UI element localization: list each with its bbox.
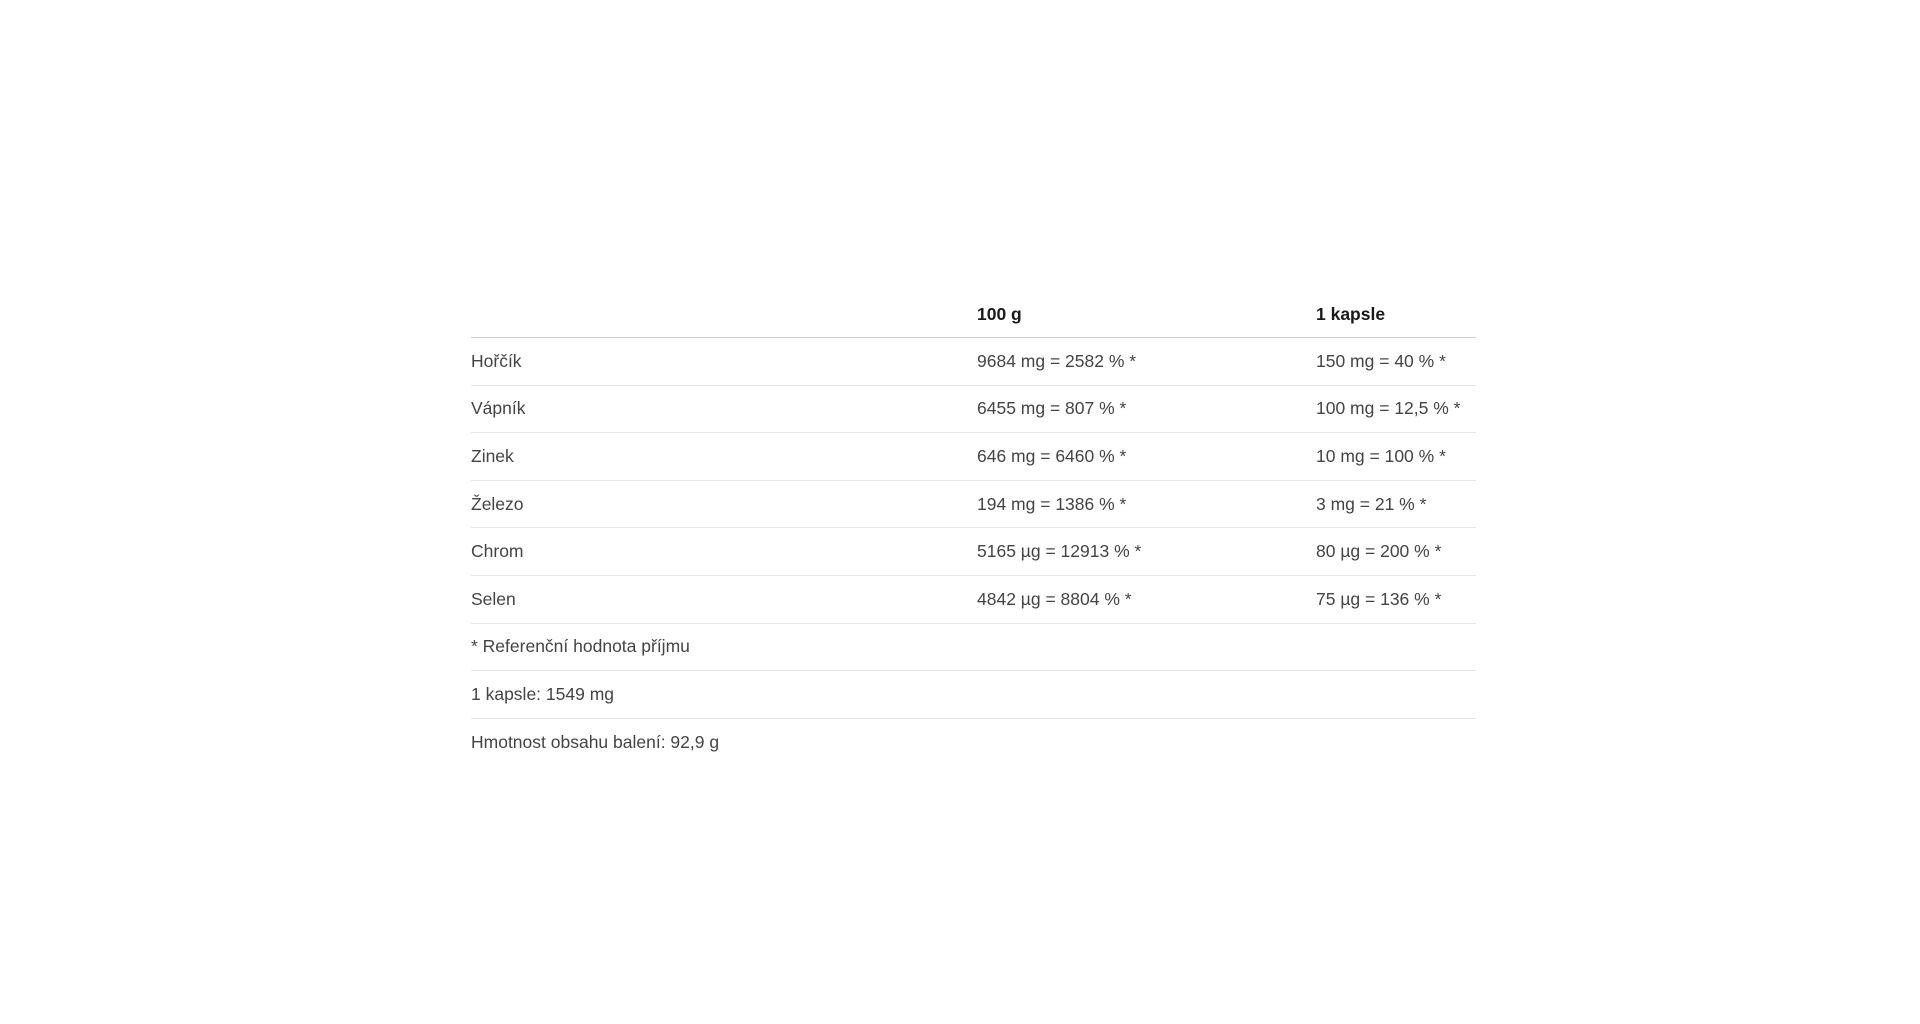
table-note-row xyxy=(471,623,1476,671)
table-row xyxy=(471,480,1476,528)
nutrient-name: Hořčík xyxy=(471,338,977,386)
value-per-capsule: 10 mg = 100 % * xyxy=(1316,433,1476,481)
header-nutrient xyxy=(471,291,977,338)
table-row xyxy=(471,338,1476,386)
value-per-capsule: 75 µg = 136 % * xyxy=(1316,575,1476,623)
nutrition-table xyxy=(471,291,1476,765)
value-per-100g: 194 mg = 1386 % * xyxy=(977,480,1316,528)
header-per-capsule: 1 kapsle xyxy=(1316,291,1476,338)
package-weight-note: Hmotnost obsahu balení: 92,9 g xyxy=(471,731,720,752)
table-row xyxy=(471,385,1476,433)
nutrient-name: Vápník xyxy=(471,385,977,433)
table-row xyxy=(471,433,1476,481)
value-per-100g: 6455 mg = 807 % * xyxy=(977,385,1316,433)
nutrition-table-container xyxy=(471,291,1476,765)
value-per-capsule: 3 mg = 21 % * xyxy=(1316,480,1476,528)
reference-intake-note: * Referenční hodnota příjmu xyxy=(471,623,1476,671)
nutrient-name: Železo xyxy=(471,480,977,528)
value-per-capsule: 80 µg = 200 % * xyxy=(1316,528,1476,576)
value-per-100g: 4842 µg = 8804 % * xyxy=(977,575,1316,623)
table-row xyxy=(471,575,1476,623)
table-note-row xyxy=(471,671,1476,719)
table-row xyxy=(471,528,1476,576)
nutrient-name: Zinek xyxy=(471,433,977,481)
capsule-weight-note: 1 kapsle: 1549 mg xyxy=(471,671,1476,719)
value-per-100g: 646 mg = 6460 % * xyxy=(977,433,1316,481)
value-per-100g: 9684 mg = 2582 % * xyxy=(977,338,1316,386)
nutrient-name: Chrom xyxy=(471,528,977,576)
value-per-100g: 5165 µg = 12913 % * xyxy=(977,528,1316,576)
value-per-capsule: 150 mg = 40 % * xyxy=(1316,338,1476,386)
nutrient-name: Selen xyxy=(471,575,977,623)
header-per-100g: 100 g xyxy=(977,291,1316,338)
table-note-row xyxy=(471,718,1476,765)
value-per-capsule: 100 mg = 12,5 % * xyxy=(1316,385,1476,433)
table-header-row xyxy=(471,291,1476,338)
